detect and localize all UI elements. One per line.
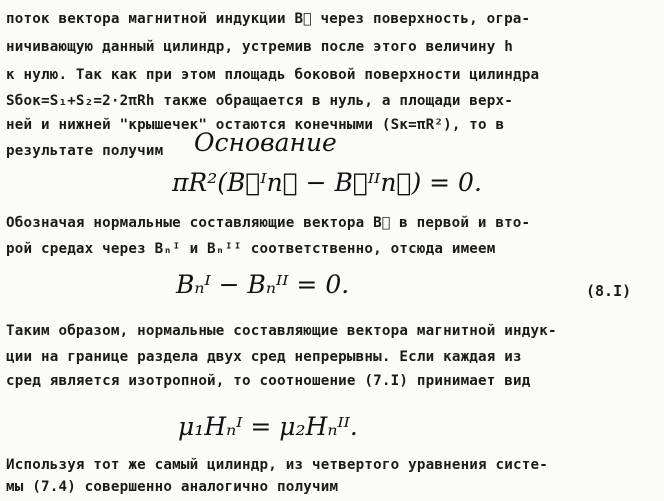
text-line-1: поток вектора магнитной индукции B⃗ через поверхность, огра- <box>6 11 531 27</box>
text-line-11: сред является изотропной, то соотношение (7.I) принимает вид <box>6 373 531 389</box>
text-line-2: ничивающую данный цилиндр, устремив после этого величину h <box>6 39 514 55</box>
text-line-12: Используя тот же самый цилиндр, из четвертого уравнения систе- <box>6 457 548 473</box>
text-line-10: ции на границе раздела двух сред непрерывны. Если каждая из <box>6 349 522 365</box>
handwritten-annotation: Основание <box>194 128 337 157</box>
equation-number: (8.I) <box>586 282 632 300</box>
text-line-5: ней и нижней "крышечек" остаются конечными (Sк=πR²), то в <box>6 117 505 133</box>
text-line-4: Sбок=S₁+S₂=2·2πRh также обращается в нуль, а площади верх- <box>6 93 514 109</box>
formula-magnetic-field: μ₁Hₙᴵ = μ₂Hₙᴵᴵ. <box>178 412 358 441</box>
text-line-13: мы (7.4) совершенно аналогично получим <box>6 479 339 495</box>
formula-boundary-flux: πR²(B⃗ᴵn⃗ − B⃗ᴵᴵn⃗) = 0. <box>172 168 482 197</box>
text-line-9: Таким образом, нормальные составляющие вектора магнитной индук- <box>6 323 557 339</box>
formula-normal-components: Bₙᴵ − Bₙᴵᴵ = 0. <box>176 270 350 299</box>
text-line-7: Обозначая нормальные составляющие вектора B⃗ в первой и вто- <box>6 215 531 231</box>
text-line-3: к нулю. Так как при этом площадь боковой поверхности цилиндра <box>6 67 540 83</box>
text-line-6: результате получим <box>6 143 164 159</box>
text-line-8: рой средах через Bₙᴵ и Bₙᴵᴵ соответственно, отсюда имеем <box>6 241 496 257</box>
